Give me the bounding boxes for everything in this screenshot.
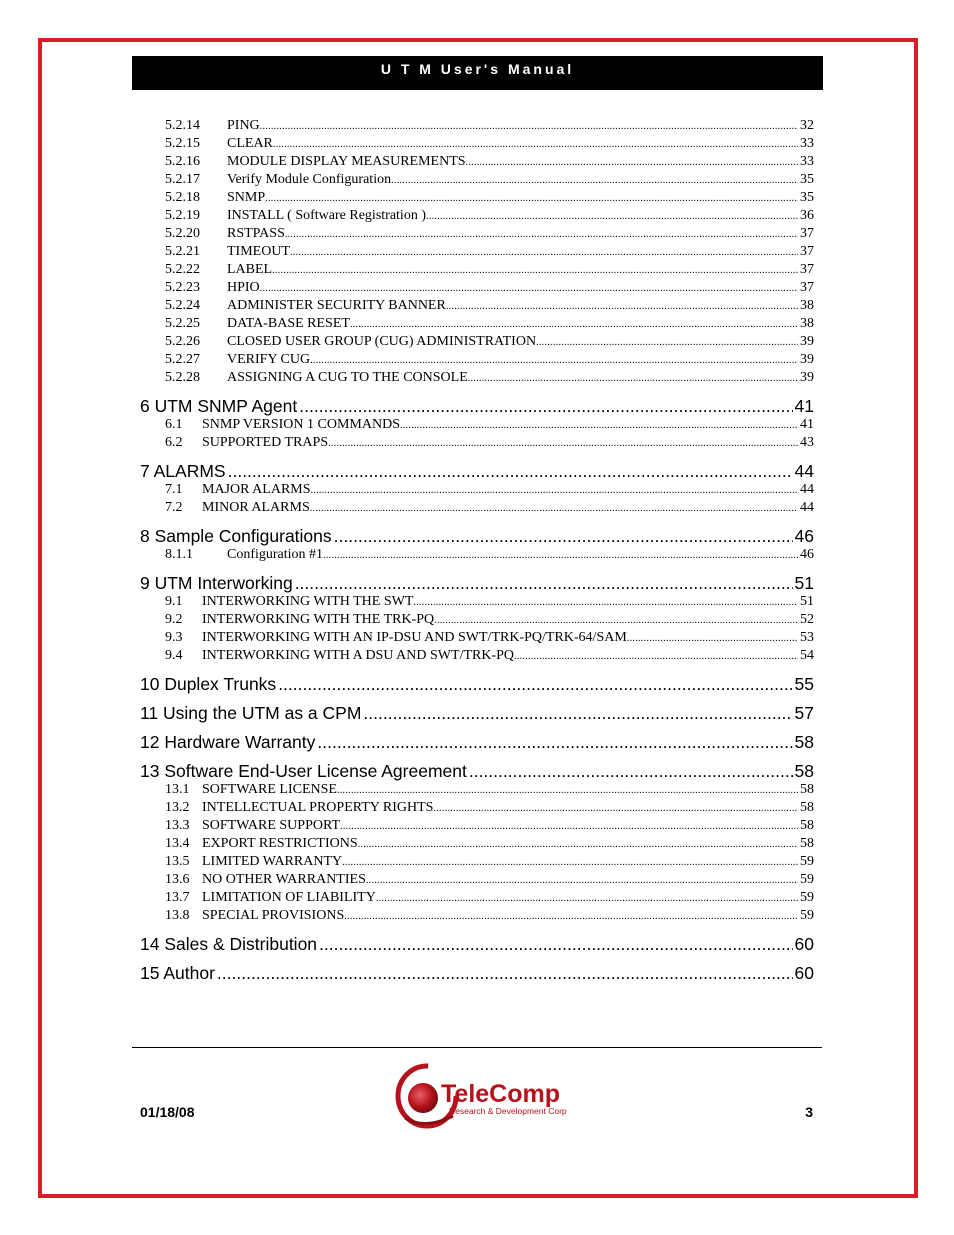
toc-entry-number: 7.2: [165, 500, 183, 515]
toc-entry-title: ADMINISTER SECURITY BANNER: [227, 298, 446, 313]
toc-entry-page: 33: [800, 154, 814, 169]
toc-entry-title: CLOSED USER GROUP (CUG) ADMINISTRATION: [227, 334, 537, 349]
toc-section-entry[interactable]: [140, 416, 814, 434]
toc-section-entry[interactable]: [140, 907, 814, 925]
toc-entry-page: 58: [794, 761, 814, 781]
toc-chapter-entry[interactable]: [140, 962, 814, 984]
toc-entry-page: 33: [800, 136, 814, 151]
toc-entry-number: 9.4: [165, 648, 183, 663]
logo-tagline: Research & Development Corp: [449, 1106, 567, 1116]
toc-section-entry[interactable]: [140, 871, 814, 889]
toc-section-entry[interactable]: [140, 243, 814, 261]
toc-entry-number: 13.3: [165, 818, 190, 833]
toc-entry-title: RSTPASS: [227, 226, 285, 241]
toc-section-entry[interactable]: [140, 279, 814, 297]
toc-entry-title: 13 Software End-User License Agreement: [140, 761, 467, 781]
toc-entry-number: 5.2.16: [165, 154, 200, 169]
toc-entry-number: 5.2.25: [165, 316, 200, 331]
toc-entry-title: 10 Duplex Trunks: [140, 674, 277, 694]
toc-entry-title: INTERWORKING WITH THE SWT: [202, 594, 414, 609]
toc-entry-number: 9.3: [165, 630, 183, 645]
toc-section-entry[interactable]: [140, 135, 814, 153]
toc-chapter-entry[interactable]: [140, 460, 814, 482]
toc-dot-leader: [228, 460, 793, 482]
toc-entry-title: SUPPORTED TRAPS: [202, 435, 329, 450]
manual-title: U T M User's Manual: [380, 60, 575, 77]
toc-dot-leader: [358, 836, 798, 853]
toc-entry-number: 13.5: [165, 854, 190, 869]
toc-entry-number: 5.2.28: [165, 370, 200, 385]
toc-entry-title: INTERWORKING WITH THE TRK-PQ: [202, 612, 435, 627]
toc-dot-leader: [273, 136, 798, 153]
toc-entry-page: 52: [800, 612, 814, 627]
toc-dot-leader: [627, 630, 798, 647]
toc-entry-number: 5.2.19: [165, 208, 200, 223]
toc-section-entry[interactable]: [140, 261, 814, 279]
toc-dot-leader: [400, 417, 798, 434]
toc-entry-number: 5.2.23: [165, 280, 200, 295]
toc-entry-page: 35: [800, 172, 814, 187]
toc-section-entry[interactable]: [140, 611, 814, 629]
toc-entry-page: 38: [800, 316, 814, 331]
toc-dot-leader: [469, 760, 793, 782]
toc-entry-title: INTERWORKING WITH AN IP-DSU AND SWT/TRK-PQ/TRK-64/SAM: [202, 630, 627, 645]
logo-wordmark: TeleComp: [441, 1080, 560, 1108]
toc-section-entry[interactable]: [140, 153, 814, 171]
toc-entry-title: LABEL: [227, 262, 273, 277]
toc-section-entry[interactable]: [140, 835, 814, 853]
toc-entry-number: 5.2.20: [165, 226, 200, 241]
toc-entry-title: EXPORT RESTRICTIONS: [202, 836, 358, 851]
toc-entry-title: CLEAR: [227, 136, 273, 151]
toc-entry-title: LIMITATION OF LIABILITY: [202, 890, 376, 905]
toc-entry-page: 43: [800, 435, 814, 450]
toc-dot-leader: [260, 280, 798, 297]
toc-entry-title: VERIFY CUG: [227, 352, 311, 367]
telecomp-logo-graphic: [395, 1058, 575, 1130]
toc-entry-page: 39: [800, 334, 814, 349]
toc-entry-page: 46: [800, 547, 814, 562]
toc-dot-leader: [278, 673, 792, 695]
toc-entry-number: 5.2.27: [165, 352, 200, 367]
toc-entry-page: 44: [794, 461, 814, 481]
toc-section-entry[interactable]: [140, 853, 814, 871]
toc-entry-title: SNMP: [227, 190, 266, 205]
toc-entry-page: 57: [794, 703, 814, 723]
toc-entry-page: 32: [800, 118, 814, 133]
toc-chapter-entry[interactable]: [140, 731, 814, 753]
toc-entry-title: INTELLECTUAL PROPERTY RIGHTS: [202, 800, 434, 815]
toc-section-entry[interactable]: [140, 117, 814, 135]
toc-chapter-entry[interactable]: [140, 933, 814, 955]
toc-entry-number: 13.6: [165, 872, 190, 887]
toc-entry-page: 59: [800, 854, 814, 869]
toc-entry-page: 44: [800, 482, 814, 497]
toc-entry-page: 60: [794, 963, 814, 983]
toc-entry-number: 5.2.24: [165, 298, 200, 313]
toc-dot-leader: [337, 782, 798, 799]
toc-dot-leader: [514, 648, 798, 665]
toc-entry-number: 5.2.18: [165, 190, 200, 205]
toc-chapter-entry[interactable]: [140, 673, 814, 695]
toc-entry-number: 5.2.26: [165, 334, 200, 349]
toc-entry-title: MAJOR ALARMS: [202, 482, 311, 497]
toc-entry-title: LIMITED WARRANTY: [202, 854, 343, 869]
toc-entry-number: 6.2: [165, 435, 183, 450]
toc-entry-title: SPECIAL PROVISIONS: [202, 908, 345, 923]
toc-entry-page: 59: [800, 890, 814, 905]
toc-section-entry[interactable]: [140, 225, 814, 243]
toc-dot-leader: [299, 395, 792, 417]
toc-entry-title: MINOR ALARMS: [202, 500, 310, 515]
toc-entry-title: 6 UTM SNMP Agent: [140, 396, 298, 416]
toc-dot-leader: [366, 872, 798, 889]
toc-dot-leader: [376, 890, 798, 907]
toc-entry-title: Verify Module Configuration: [227, 172, 392, 187]
toc-entry-title: MODULE DISPLAY MEASUREMENTS: [227, 154, 466, 169]
toc-entry-page: 51: [794, 573, 814, 593]
toc-entry-title: 7 ALARMS: [140, 461, 226, 481]
toc-entry-page: 37: [800, 226, 814, 241]
toc-dot-leader: [290, 244, 798, 261]
toc-entry-page: 38: [800, 298, 814, 313]
logo-sphere: [408, 1083, 438, 1113]
toc-dot-leader: [323, 547, 798, 564]
toc-entry-number: 5.2.15: [165, 136, 200, 151]
toc-section-entry[interactable]: [140, 171, 814, 189]
toc-section-entry[interactable]: [140, 369, 814, 387]
toc-entry-page: 58: [800, 782, 814, 797]
toc-chapter-entry[interactable]: [140, 525, 814, 547]
toc-entry-page: 58: [800, 836, 814, 851]
toc-entry-page: 53: [800, 630, 814, 645]
toc-entry-number: 5.2.14: [165, 118, 200, 133]
toc-chapter-entry[interactable]: [140, 572, 814, 594]
toc-entry-title: SNMP VERSION 1 COMMANDS: [202, 417, 400, 432]
toc-entry-page: 35: [800, 190, 814, 205]
toc-entry-number: 5.2.17: [165, 172, 200, 187]
toc-entry-title: INSTALL ( Software Registration ): [227, 208, 426, 223]
toc-entry-page: 44: [800, 500, 814, 515]
toc-chapter-entry[interactable]: [140, 702, 814, 724]
toc-section-entry[interactable]: [140, 351, 814, 369]
toc-dot-leader: [446, 298, 798, 315]
toc-entry-number: 8.1.1: [165, 547, 193, 562]
toc-dot-leader: [342, 854, 798, 871]
toc-entry-title: 14 Sales & Distribution: [140, 934, 318, 954]
toc-section-entry[interactable]: [140, 647, 814, 665]
toc-dot-leader: [310, 352, 798, 369]
toc-entry-title: Configuration #1: [227, 547, 324, 562]
toc-section-entry[interactable]: [140, 593, 814, 611]
toc-entry-page: 46: [794, 526, 814, 546]
toc-entry-title: SOFTWARE LICENSE: [202, 782, 337, 797]
toc-dot-leader: [260, 118, 798, 135]
toc-entry-title: 8 Sample Configurations: [140, 526, 332, 546]
toc-dot-leader: [466, 154, 798, 171]
toc-section-entry[interactable]: [140, 817, 814, 835]
toc-entry-title: HPIO: [227, 280, 260, 295]
toc-section-entry[interactable]: [140, 781, 814, 799]
toc-entry-page: 36: [800, 208, 814, 223]
toc-dot-leader: [350, 316, 798, 333]
toc-entry-number: 13.4: [165, 836, 190, 851]
toc-entry-page: 58: [800, 818, 814, 833]
toc-entry-page: 37: [800, 244, 814, 259]
toc-dot-leader: [328, 435, 798, 452]
toc-entry-title: 12 Hardware Warranty: [140, 732, 316, 752]
toc-entry-title: 15 Author: [140, 963, 215, 983]
toc-entry-page: 58: [800, 800, 814, 815]
toc-entry-page: 39: [800, 370, 814, 385]
toc-entry-page: 37: [800, 262, 814, 277]
toc-dot-leader: [363, 702, 792, 724]
toc-entry-title: 9 UTM Interworking: [140, 573, 293, 593]
toc-entry-title: NO OTHER WARRANTIES: [202, 872, 366, 887]
toc-entry-number: 9.2: [165, 612, 183, 627]
toc-entry-title: DATA-BASE RESET: [227, 316, 350, 331]
toc-entry-page: 59: [800, 908, 814, 923]
toc-entry-title: PING: [227, 118, 260, 133]
toc-dot-leader: [413, 594, 798, 611]
toc-entry-page: 41: [800, 417, 814, 432]
toc-dot-leader: [536, 334, 798, 351]
toc-entry-number: 9.1: [165, 594, 183, 609]
toc-entry-page: 55: [794, 674, 814, 694]
toc-entry-number: 5.2.22: [165, 262, 200, 277]
toc-dot-leader: [433, 800, 798, 817]
toc-entry-page: 39: [800, 352, 814, 367]
toc-dot-leader: [334, 525, 793, 547]
toc-dot-leader: [340, 818, 798, 835]
table-of-contents: [140, 117, 814, 983]
toc-entry-page: 54: [800, 648, 814, 663]
toc-entry-page: 60: [794, 934, 814, 954]
footer-divider: [132, 1047, 822, 1048]
toc-entry-number: 13.1: [165, 782, 190, 797]
toc-dot-leader: [468, 370, 798, 387]
toc-entry-page: 51: [800, 594, 814, 609]
toc-section-entry[interactable]: [140, 546, 814, 564]
toc-chapter-entry[interactable]: [140, 760, 814, 782]
toc-dot-leader: [317, 731, 792, 753]
toc-section-entry[interactable]: [140, 189, 814, 207]
toc-dot-leader: [265, 190, 798, 207]
toc-entry-page: 59: [800, 872, 814, 887]
footer-page-number: 3: [805, 1104, 813, 1120]
toc-entry-number: 6.1: [165, 417, 183, 432]
toc-dot-leader: [319, 933, 792, 955]
toc-dot-leader: [295, 572, 793, 594]
toc-entry-number: 5.2.21: [165, 244, 200, 259]
toc-entry-title: SOFTWARE SUPPORT: [202, 818, 341, 833]
toc-section-entry[interactable]: [140, 207, 814, 225]
toc-entry-title: 11 Using the UTM as a CPM: [140, 703, 362, 723]
toc-entry-title: INTERWORKING WITH A DSU AND SWT/TRK-PQ: [202, 648, 515, 663]
toc-entry-number: 7.1: [165, 482, 183, 497]
toc-section-entry[interactable]: [140, 481, 814, 499]
footer-date: 01/18/08: [140, 1104, 195, 1120]
toc-entry-number: 13.7: [165, 890, 190, 905]
toc-dot-leader: [311, 482, 798, 499]
toc-section-entry[interactable]: [140, 499, 814, 517]
toc-dot-leader: [310, 500, 798, 517]
toc-chapter-entry[interactable]: [140, 395, 814, 417]
manual-header-bar: [132, 56, 823, 90]
toc-dot-leader: [217, 962, 793, 984]
toc-entry-page: 58: [794, 732, 814, 752]
toc-dot-leader: [344, 908, 798, 925]
toc-section-entry[interactable]: [140, 297, 814, 315]
toc-entry-number: 13.8: [165, 908, 190, 923]
toc-entry-number: 13.2: [165, 800, 190, 815]
toc-dot-leader: [434, 612, 798, 629]
toc-dot-leader: [285, 226, 798, 243]
toc-section-entry[interactable]: [140, 434, 814, 452]
toc-section-entry[interactable]: [140, 629, 814, 647]
toc-section-entry[interactable]: [140, 889, 814, 907]
toc-section-entry[interactable]: [140, 333, 814, 351]
toc-dot-leader: [426, 208, 798, 225]
toc-entry-title: TIMEOUT: [227, 244, 290, 259]
toc-dot-leader: [272, 262, 798, 279]
toc-section-entry[interactable]: [140, 315, 814, 333]
toc-entry-page: 41: [794, 396, 814, 416]
toc-dot-leader: [391, 172, 798, 189]
toc-entry-title: ASSIGNING A CUG TO THE CONSOLE: [227, 370, 468, 385]
telecomp-logo: [395, 1058, 575, 1130]
toc-entry-page: 37: [800, 280, 814, 295]
toc-section-entry[interactable]: [140, 799, 814, 817]
